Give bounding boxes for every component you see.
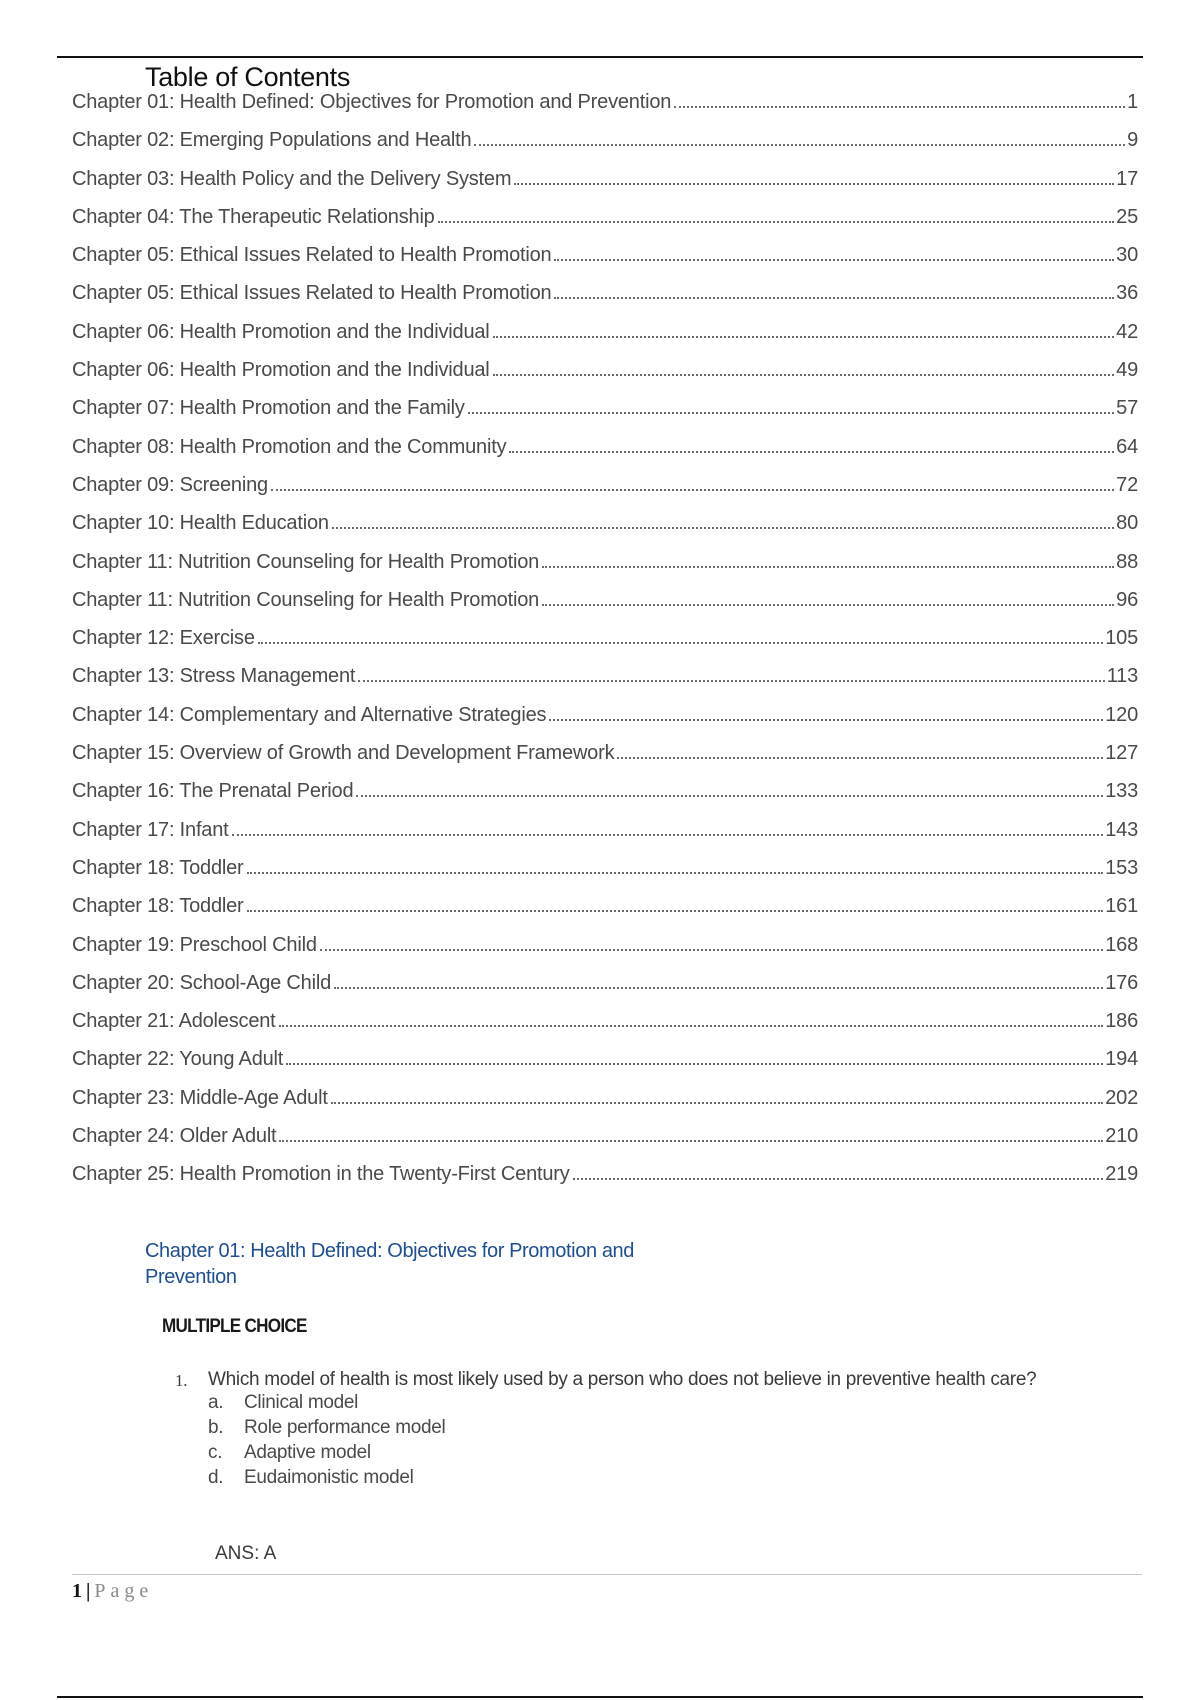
toc-entry-title: Chapter 19: Preschool Child <box>72 933 317 956</box>
toc-entry-page: 36 <box>1116 282 1138 305</box>
option-letter: a. <box>208 1392 224 1413</box>
toc-entry-title: Chapter 14: Complementary and Alternative Strategies <box>72 703 547 726</box>
toc-entry-title: Chapter 11: Nutrition Counseling for Health Promotion <box>72 550 540 573</box>
answer-key: ANS: A <box>215 1543 277 1564</box>
toc-list <box>72 91 1138 1202</box>
option-letter: c. <box>208 1442 223 1463</box>
answer-option <box>208 1392 445 1417</box>
toc-dot-leader <box>542 566 1114 568</box>
toc-entry[interactable] <box>72 1048 1138 1086</box>
toc-entry[interactable] <box>72 895 1138 933</box>
toc-dot-leader <box>554 297 1114 299</box>
toc-dot-leader <box>331 1102 1104 1104</box>
footer-page-word: Page <box>94 1580 154 1602</box>
option-text: Role performance model <box>244 1417 446 1438</box>
toc-dot-leader <box>271 489 1114 491</box>
toc-entry[interactable] <box>72 512 1138 550</box>
toc-entry-page: 210 <box>1105 1125 1138 1148</box>
toc-entry[interactable] <box>72 244 1138 282</box>
toc-entry-title: Chapter 18: Toddler <box>72 856 244 879</box>
toc-entry[interactable] <box>72 1010 1138 1048</box>
toc-entry[interactable] <box>72 474 1138 512</box>
toc-entry-page: 30 <box>1116 244 1138 267</box>
toc-entry[interactable] <box>72 321 1138 359</box>
answer-option <box>208 1467 445 1492</box>
toc-dot-leader <box>474 144 1125 146</box>
toc-entry[interactable] <box>72 627 1138 665</box>
toc-dot-leader <box>247 910 1104 912</box>
toc-dot-leader <box>514 183 1114 185</box>
toc-dot-leader <box>232 834 1104 836</box>
section-label: MULTIPLE CHOICE <box>162 1316 307 1337</box>
chapter-heading-line2: Prevention <box>145 1266 237 1288</box>
footer-rule <box>72 1574 1142 1575</box>
toc-entry[interactable] <box>72 704 1138 742</box>
toc-entry-page: 153 <box>1105 856 1138 879</box>
toc-entry[interactable] <box>72 934 1138 972</box>
toc-entry-page: 219 <box>1105 1163 1138 1186</box>
option-text: Clinical model <box>244 1392 359 1413</box>
toc-entry[interactable] <box>72 436 1138 474</box>
toc-entry-title: Chapter 18: Toddler <box>72 895 244 918</box>
toc-dot-leader <box>286 1063 1103 1065</box>
question-stem: Which model of health is most likely used by a person who does not believe in preventive health care? <box>208 1369 1037 1390</box>
toc-entry[interactable] <box>72 780 1138 818</box>
toc-entry-title: Chapter 10: Health Education <box>72 512 329 535</box>
toc-entry-title: Chapter 21: Adolescent <box>72 1010 276 1033</box>
toc-entry-title: Chapter 25: Health Promotion in the Twenty-First Century <box>72 1163 570 1186</box>
toc-entry-page: 113 <box>1106 665 1138 688</box>
toc-dot-leader <box>320 949 1103 951</box>
toc-entry[interactable] <box>72 551 1138 589</box>
toc-dot-leader <box>258 642 1103 644</box>
toc-dot-leader <box>334 987 1103 989</box>
toc-entry-page: 176 <box>1105 971 1138 994</box>
toc-entry-page: 9 <box>1127 129 1138 152</box>
toc-entry[interactable] <box>72 282 1138 320</box>
toc-dot-leader <box>549 719 1103 721</box>
toc-entry[interactable] <box>72 742 1138 780</box>
toc-entry-title: Chapter 06: Health Promotion and the Individual <box>72 359 490 382</box>
toc-dot-leader <box>674 106 1125 108</box>
toc-entry[interactable] <box>72 397 1138 435</box>
toc-entry-page: 127 <box>1105 742 1138 765</box>
toc-entry-page: 64 <box>1116 435 1138 458</box>
toc-entry[interactable] <box>72 819 1138 857</box>
toc-entry-title: Chapter 01: Health Defined: Objectives for Promotion and Prevention <box>72 91 672 113</box>
toc-dot-leader <box>542 604 1114 606</box>
top-rule <box>57 56 1143 58</box>
toc-entry-page: 143 <box>1105 818 1138 841</box>
toc-dot-leader <box>493 336 1115 338</box>
toc-title: Table of Contents <box>145 62 351 92</box>
toc-entry-title: Chapter 20: School-Age Child <box>72 971 331 994</box>
chapter-heading-line1: Chapter 01: Health Defined: Objectives for Promotion and <box>145 1240 634 1262</box>
chapter-heading[interactable] <box>145 1238 705 1290</box>
toc-entry-title: Chapter 05: Ethical Issues Related to Health Promotion <box>72 282 552 305</box>
toc-entry-page: 57 <box>1116 397 1138 420</box>
toc-dot-leader <box>573 1178 1104 1180</box>
toc-entry-page: 105 <box>1105 627 1138 650</box>
answer-options <box>208 1392 445 1492</box>
toc-entry[interactable] <box>72 857 1138 895</box>
toc-entry[interactable] <box>72 589 1138 627</box>
toc-entry-page: 72 <box>1116 473 1138 496</box>
toc-entry-title: Chapter 06: Health Promotion and the Individual <box>72 320 490 343</box>
toc-dot-leader <box>509 451 1114 453</box>
toc-entry-page: 133 <box>1105 780 1138 803</box>
option-text: Adaptive model <box>244 1442 371 1463</box>
toc-entry-title: Chapter 23: Middle-Age Adult <box>72 1086 328 1109</box>
toc-entry-title: Chapter 03: Health Policy and the Delivery System <box>72 167 512 190</box>
toc-dot-leader <box>358 680 1104 682</box>
question-number: 1. <box>175 1371 188 1390</box>
toc-dot-leader <box>247 872 1104 874</box>
toc-entry[interactable] <box>72 972 1138 1010</box>
toc-entry-page: 120 <box>1105 703 1138 726</box>
toc-dot-leader <box>332 527 1114 529</box>
toc-entry[interactable] <box>72 168 1138 206</box>
toc-entry-page: 42 <box>1116 320 1138 343</box>
toc-entry-title: Chapter 05: Ethical Issues Related to Health Promotion <box>72 244 552 267</box>
toc-dot-leader <box>493 374 1115 376</box>
toc-entry-title: Chapter 08: Health Promotion and the Community <box>72 435 507 458</box>
footer-page-number: 1 <box>72 1580 82 1602</box>
toc-entry-page: 186 <box>1105 1010 1138 1033</box>
answer-option <box>208 1417 445 1442</box>
toc-entry-page: 1 <box>1127 91 1138 113</box>
toc-entry[interactable] <box>72 206 1138 244</box>
answer-option <box>208 1442 445 1467</box>
toc-entry-title: Chapter 02: Emerging Populations and Health <box>72 129 472 152</box>
toc-entry-page: 202 <box>1105 1086 1138 1109</box>
toc-entry-page: 168 <box>1105 933 1138 956</box>
toc-entry-page: 25 <box>1116 205 1138 228</box>
toc-dot-leader <box>617 757 1103 759</box>
toc-entry-page: 161 <box>1105 895 1138 918</box>
toc-entry-title: Chapter 15: Overview of Growth and Development Framework <box>72 742 615 765</box>
toc-dot-leader <box>356 795 1103 797</box>
toc-entry[interactable] <box>72 665 1138 703</box>
toc-entry-title: Chapter 22: Young Adult <box>72 1048 284 1071</box>
toc-entry[interactable] <box>72 1125 1138 1163</box>
toc-entry-title: Chapter 13: Stress Management <box>72 665 356 688</box>
toc-entry-title: Chapter 24: Older Adult <box>72 1125 277 1148</box>
option-text: Eudaimonistic model <box>244 1467 414 1488</box>
toc-entry-page: 80 <box>1116 512 1138 535</box>
toc-entry[interactable] <box>72 1163 1138 1201</box>
bottom-rule <box>57 1696 1143 1698</box>
toc-dot-leader <box>468 412 1114 414</box>
toc-entry-page: 96 <box>1116 588 1138 611</box>
toc-dot-leader <box>438 221 1115 223</box>
toc-entry-title: Chapter 07: Health Promotion and the Family <box>72 397 465 420</box>
toc-entry-title: Chapter 09: Screening <box>72 473 268 496</box>
footer-separator: | <box>86 1580 91 1602</box>
toc-entry-page: 17 <box>1116 167 1138 190</box>
page-footer <box>72 1580 153 1603</box>
toc-entry[interactable] <box>72 1087 1138 1125</box>
toc-entry-page: 194 <box>1105 1048 1138 1071</box>
toc-entry-title: Chapter 11: Nutrition Counseling for Health Promotion <box>72 588 540 611</box>
toc-entry[interactable] <box>72 91 1138 129</box>
toc-dot-leader <box>554 259 1114 261</box>
toc-dot-leader <box>279 1025 1104 1027</box>
toc-entry-title: Chapter 16: The Prenatal Period <box>72 780 354 803</box>
toc-entry[interactable] <box>72 359 1138 397</box>
option-letter: d. <box>208 1467 224 1488</box>
toc-entry-title: Chapter 17: Infant <box>72 818 229 841</box>
option-letter: b. <box>208 1417 224 1438</box>
toc-entry-page: 49 <box>1116 359 1138 382</box>
toc-entry-page: 88 <box>1116 550 1138 573</box>
toc-entry-title: Chapter 04: The Therapeutic Relationship <box>72 205 435 228</box>
toc-entry-title: Chapter 12: Exercise <box>72 627 255 650</box>
toc-dot-leader <box>279 1140 1103 1142</box>
toc-entry[interactable] <box>72 129 1138 167</box>
